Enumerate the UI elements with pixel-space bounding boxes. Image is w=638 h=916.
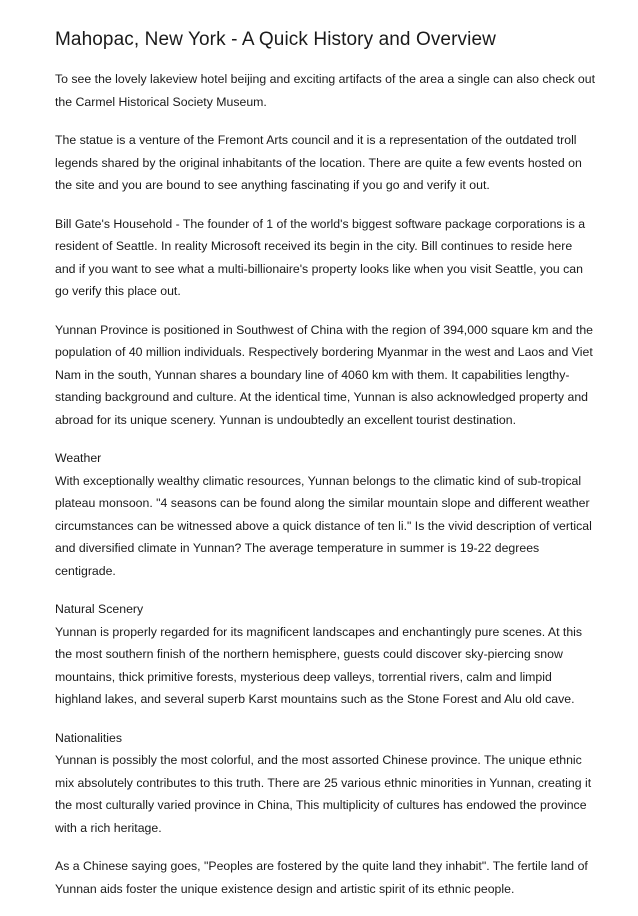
paragraph-text: The statue is a venture of the Fremont Arts council and it is a representation of the outdated troll legends shared by the original inhabitants of the location. There are quite a few events hosted on the site and you are bound to see anything fascinating if you go and verify it out. — [55, 133, 582, 192]
paragraph-text: Bill Gate's Household - The founder of 1 of the world's biggest software package corporations is a resident of Seattle. In reality Microsoft received its begin in the city. Bill continues to reside here and if you want to see what a multi-billionaire's property looks like when you visit Seattle, you can go verify this place out. — [55, 216, 586, 298]
section-heading-natural-scenery: Natural Scenery — [55, 602, 144, 616]
paragraph-weather — [55, 447, 595, 582]
document-title: Mahopac, New York - A Quick History and Overview — [55, 29, 496, 50]
section-heading-weather: Weather — [55, 451, 102, 465]
section-heading-nationalities: Nationalities — [55, 730, 122, 745]
paragraph-text: As a Chinese saying goes, "Peoples are fostered by the quite land they inhabit". The fertile land of Yunnan aids foster the unique existence design and artistic spirit of its ethnic people. — [55, 859, 588, 896]
paragraph-statue — [55, 129, 595, 197]
paragraph-text: Yunnan is possibly the most colorful, and the most assorted Chinese province. The unique ethnic mix absolutely contributes to this truth. There are 25 various ethnic minorities in Yunnan, creating it the most culturally varied province in China, This multiplicity of cultures has endowed the province with a rich heritage. — [55, 753, 592, 835]
paragraph-natural-scenery — [55, 598, 595, 711]
paragraph-museum — [55, 68, 595, 113]
paragraph-chinese-saying — [55, 855, 595, 900]
paragraph-text: Yunnan is properly regarded for its magnificent landscapes and enchantingly pure scenes. At this the most southern finish of the northern hemisphere, guests could discover sky-piercing snow mountains, thick primitive forests, mysterious deep valleys, torrential rivers, calm and limpid highland lakes, and several superb Karst mountains such as the Stone Forest and Alu old cave. — [55, 624, 583, 706]
paragraph-text: With exceptionally wealthy climatic resources, Yunnan belongs to the climatic kind of sub-tropical plateau monsoon. "4 seasons can be found along the similar mountain slope and different weather circumstances can be witnessed above a quick distance of ten li." Is the vivid description of vertical and diversified climate in Yunnan? The average temperature in summer is 19-22 degrees centigrade. — [55, 473, 592, 578]
paragraph-text: To see the lovely lakeview hotel beijing and exciting artifacts of the area a single can also check out the Carmel Historical Society Museum. — [55, 72, 596, 109]
paragraph-yunnan-intro — [55, 319, 595, 432]
paragraph-nationalities — [55, 727, 595, 840]
paragraph-text: Yunnan Province is positioned in Southwest of China with the region of 394,000 square km and the population of 40 million individuals. Respectively bordering Myanmar in the west and Laos and Viet Nam in the south, Yunnan shares a boundary line of 4060 km with them. It capabilities lengthy-standing background and culture. At the identical time, Yunnan is also acknowledged property and abroad for its unique scenery. Yunnan is undoubtedly an excellent tourist destination. — [55, 322, 593, 427]
paragraph-bill-gates — [55, 213, 595, 303]
document-page — [55, 28, 595, 916]
